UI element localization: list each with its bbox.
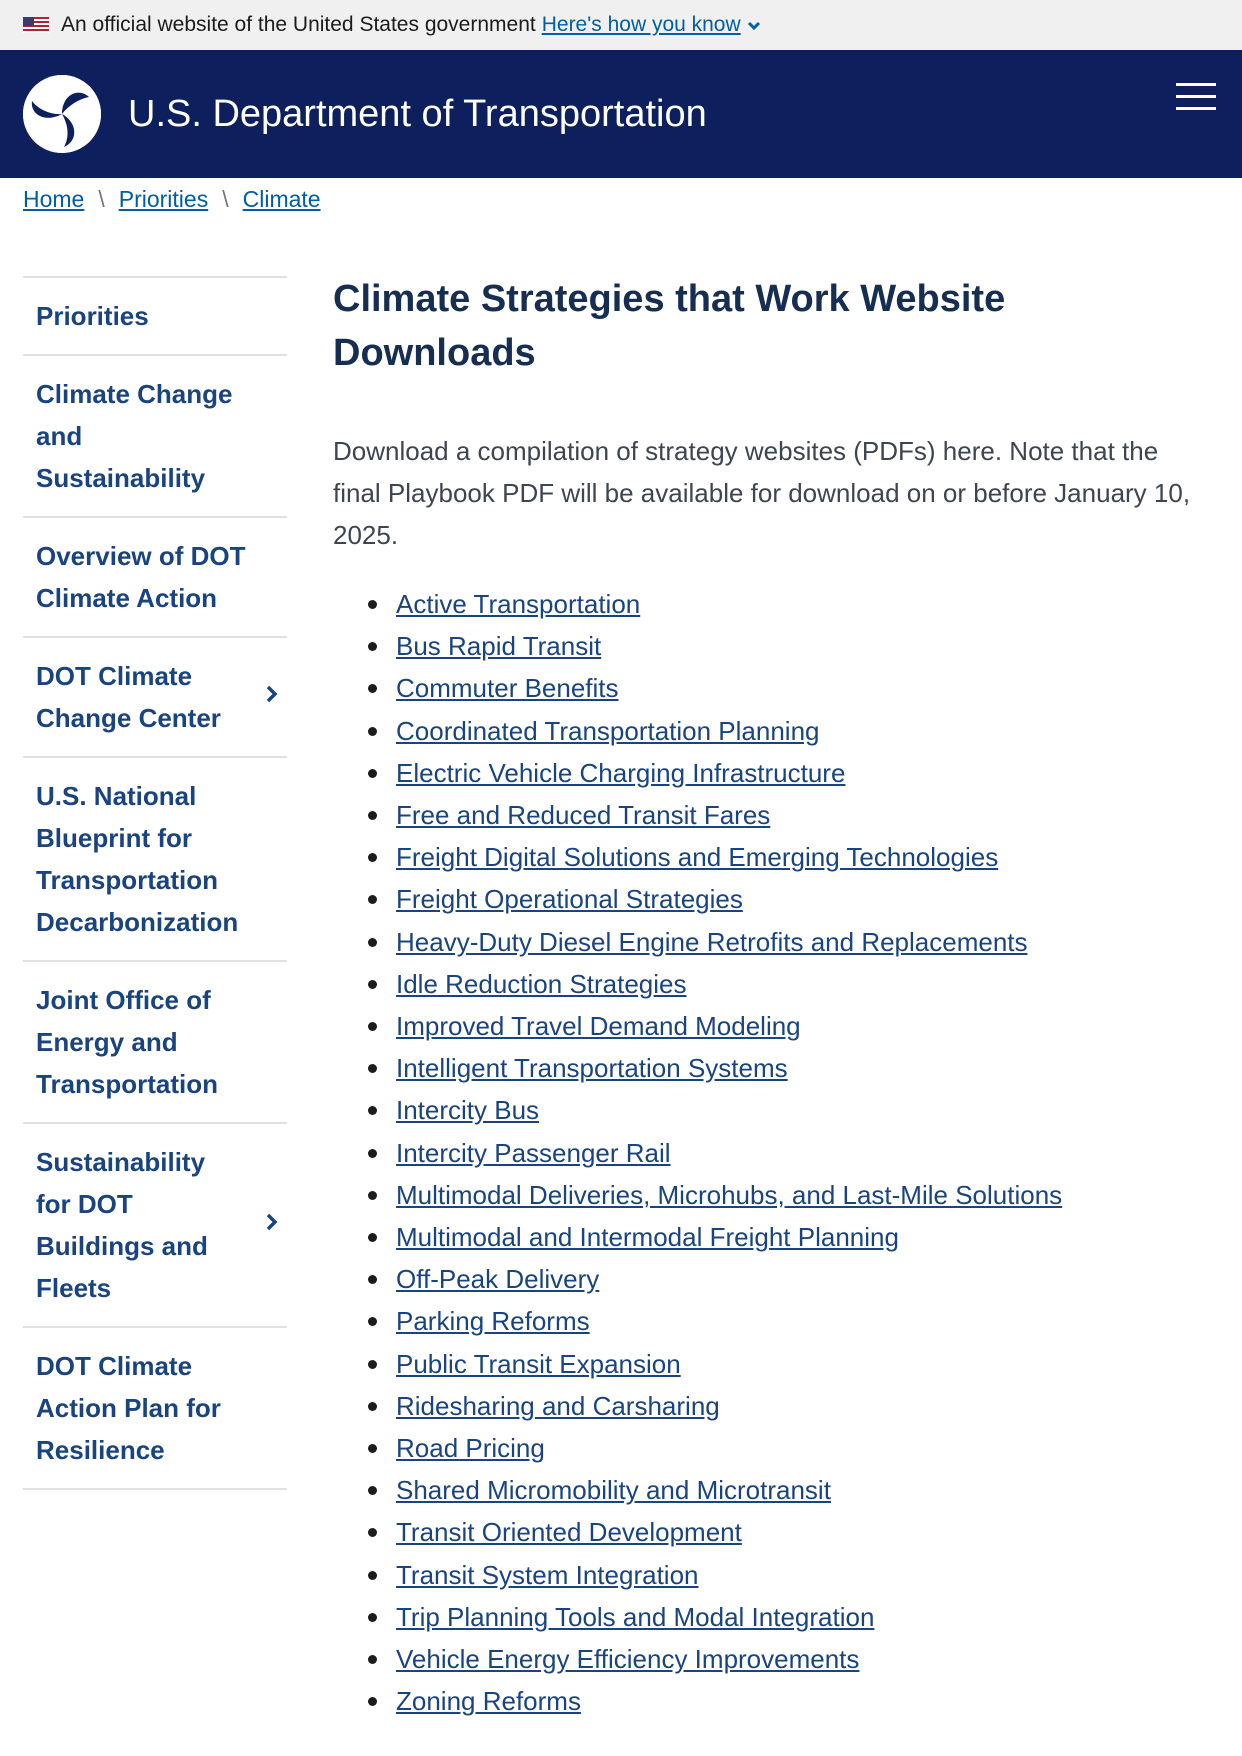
- download-link[interactable]: Coordinated Transportation Planning: [396, 715, 820, 746]
- list-item: [333, 1005, 1213, 1047]
- download-link[interactable]: Electric Vehicle Charging Infrastructure: [396, 757, 846, 788]
- list-item: [333, 921, 1213, 963]
- download-link[interactable]: Active Transportation: [396, 589, 641, 619]
- list-item: [333, 794, 1213, 836]
- list-item: [333, 1469, 1213, 1511]
- sidebar-nav: [23, 276, 287, 1490]
- download-link[interactable]: Off-Peak Delivery: [396, 1264, 600, 1295]
- chevron-down-icon[interactable]: [747, 13, 761, 37]
- list-item: [333, 1258, 1213, 1300]
- list-item: [333, 1596, 1213, 1638]
- hamburger-menu-icon[interactable]: [1176, 83, 1216, 115]
- download-link[interactable]: Road Pricing: [396, 1433, 545, 1464]
- list-item: [333, 1174, 1213, 1216]
- breadcrumb: [23, 186, 321, 213]
- list-item: [333, 963, 1213, 1005]
- download-link[interactable]: Transit Oriented Development: [396, 1517, 742, 1548]
- main-content: [333, 272, 1213, 1722]
- list-item: [333, 583, 1213, 625]
- list-item: [333, 1638, 1213, 1680]
- download-link[interactable]: Parking Reforms: [396, 1306, 590, 1337]
- chevron-right-icon[interactable]: [265, 1204, 279, 1246]
- list-item: [333, 1385, 1213, 1427]
- dot-logo-icon[interactable]: [23, 75, 101, 153]
- list-item: [333, 1343, 1213, 1385]
- list-item: [333, 1554, 1213, 1596]
- list-item: [333, 1132, 1213, 1174]
- list-item: [333, 1216, 1213, 1258]
- intro-paragraph: Download a compilation of strategy websites (PDFs) here. Note that the final Playbook PDF will be available for download on or before January 10, 2025.: [333, 436, 1191, 550]
- download-link[interactable]: Freight Operational Strategies: [396, 884, 743, 915]
- sidebar-item-dot-climate-change-center[interactable]: [23, 638, 287, 758]
- download-link[interactable]: Improved Travel Demand Modeling: [396, 1011, 801, 1042]
- downloads-list: [333, 583, 1213, 1722]
- download-link[interactable]: Intercity Passenger Rail: [396, 1137, 671, 1168]
- list-item: [333, 836, 1213, 878]
- sidebar-item-label: Joint Office of Energy and Transportation: [36, 985, 219, 1099]
- sidebar-item-sustainability-buildings-fleets[interactable]: [23, 1124, 287, 1328]
- sidebar-item-national-blueprint[interactable]: [23, 758, 287, 962]
- download-link[interactable]: Free and Reduced Transit Fares: [396, 800, 771, 831]
- download-link[interactable]: Commuter Benefits: [396, 673, 619, 704]
- download-link[interactable]: Multimodal Deliveries, Microhubs, and Last-Mile Solutions: [396, 1179, 1063, 1210]
- chevron-right-icon[interactable]: [265, 676, 279, 718]
- sidebar-item-label: Sustainability for DOT Buildings and Fleets: [36, 1147, 208, 1303]
- breadcrumb-separator: \: [98, 186, 105, 212]
- gov-banner: [0, 0, 1242, 50]
- download-link[interactable]: Heavy-Duty Diesel Engine Retrofits and Replacements: [396, 926, 1028, 957]
- download-link[interactable]: Bus Rapid Transit: [396, 631, 602, 662]
- official-website-text: An official website of the United States government: [61, 13, 536, 36]
- breadcrumb-home[interactable]: Home: [23, 186, 85, 212]
- site-title[interactable]: U.S. Department of Transportation: [128, 92, 707, 135]
- download-link[interactable]: Vehicle Energy Efficiency Improvements: [396, 1644, 860, 1675]
- sidebar-item-label: Priorities: [36, 301, 149, 331]
- list-item: [333, 667, 1213, 709]
- list-item: [333, 1680, 1213, 1722]
- sidebar-item-climate-action-plan-resilience[interactable]: [23, 1328, 287, 1490]
- list-item: [333, 710, 1213, 752]
- download-link[interactable]: Transit System Integration: [396, 1559, 699, 1590]
- breadcrumb-priorities[interactable]: Priorities: [118, 186, 209, 212]
- sidebar-item-priorities[interactable]: [23, 278, 287, 356]
- list-item: [333, 1300, 1213, 1342]
- download-link[interactable]: Zoning Reforms: [396, 1686, 581, 1717]
- download-link[interactable]: Freight Digital Solutions and Emerging Technologies: [396, 842, 999, 873]
- sidebar-item-label: Overview of DOT Climate Action: [36, 541, 246, 613]
- list-item: [333, 625, 1213, 667]
- breadcrumb-separator: \: [222, 186, 229, 212]
- download-link[interactable]: Public Transit Expansion: [396, 1348, 681, 1379]
- download-link[interactable]: Ridesharing and Carsharing: [396, 1390, 720, 1421]
- sidebar-item-joint-office[interactable]: [23, 962, 287, 1124]
- page-title: Climate Strategies that Work Website Downloads: [333, 278, 1006, 374]
- list-item: [333, 1511, 1213, 1553]
- download-link[interactable]: Multimodal and Intermodal Freight Planning: [396, 1222, 899, 1253]
- sidebar-item-label: DOT Climate Action Plan for Resilience: [36, 1351, 221, 1465]
- us-flag-icon: [23, 17, 49, 33]
- download-link[interactable]: Intercity Bus: [396, 1095, 540, 1126]
- heres-how-you-know-link[interactable]: Here's how you know: [541, 13, 741, 36]
- download-link[interactable]: Trip Planning Tools and Modal Integration: [396, 1601, 875, 1632]
- download-link[interactable]: Idle Reduction Strategies: [396, 968, 687, 999]
- list-item: [333, 1047, 1213, 1089]
- sidebar-item-label: DOT Climate Change Center: [36, 661, 221, 733]
- breadcrumb-climate[interactable]: Climate: [242, 186, 321, 212]
- list-item: [333, 752, 1213, 794]
- sidebar-item-overview-dot-climate-action[interactable]: [23, 518, 287, 638]
- sidebar-item-label: U.S. National Blueprint for Transportation Decarbonization: [36, 781, 239, 937]
- sidebar-item-climate-change-sustainability[interactable]: [23, 356, 287, 518]
- list-item: [333, 1089, 1213, 1131]
- list-item: [333, 878, 1213, 920]
- download-link[interactable]: Shared Micromobility and Microtransit: [396, 1475, 831, 1506]
- list-item: [333, 1427, 1213, 1469]
- sidebar-item-label: Climate Change and Sustainability: [36, 379, 233, 493]
- site-header: [0, 50, 1242, 178]
- download-link[interactable]: Intelligent Transportation Systems: [396, 1053, 788, 1084]
